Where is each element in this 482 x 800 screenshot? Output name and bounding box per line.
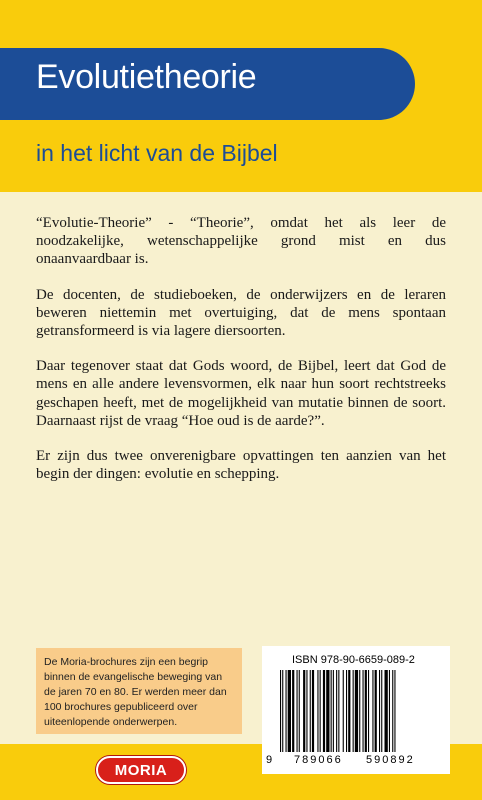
barcode-bar (343, 670, 344, 752)
barcode-bar (336, 670, 337, 752)
book-title: Evolutietheorie (36, 58, 257, 96)
barcode-bars (280, 670, 434, 752)
barcode-bar (355, 670, 358, 752)
series-info-box: De Moria-brochures zijn een begrip binnen de evangelische beweging van de jaren 70 en 80. Er werden meer dan 100 brochures gepubliceerd over uiteenlopende onderwerpen. (36, 648, 242, 734)
blurb-paragraph: “Evolutie-Theorie” - “Theorie”, omdat het als leer de noodzakelijke, wetenschappelijke grond mist en dus onaanvaardbaar is. (36, 215, 446, 268)
publisher-logo: MORIA (96, 756, 186, 784)
barcode-bar (368, 670, 369, 752)
barcode-bar (346, 670, 347, 752)
barcode-bar (394, 670, 395, 752)
barcode-bar (392, 670, 393, 752)
blurb-paragraph: Daar tegenover staat dat Gods woord, de Bijbel, leert dat God de mens en alle andere levensvormen, elk naar hun soort rechtstreeks geschapen heeft, met de mogelijkheid van mutatie binnen de soort. Daarnaast rijst de vraag “Hoe oud is de aarde?”. (36, 358, 446, 429)
barcode-bar (286, 670, 287, 752)
barcode-bar (303, 670, 305, 752)
barcode-bar (310, 670, 311, 752)
barcode-bar (317, 670, 318, 752)
barcode-bar (389, 670, 390, 752)
barcode-bar (320, 670, 321, 752)
barcode-right-digits: 590892 (366, 754, 415, 766)
barcode-box (262, 646, 450, 774)
barcode-bar (323, 670, 325, 752)
isbn-text: ISBN 978-90-6659-089-2 (292, 654, 415, 666)
barcode-bar (333, 670, 334, 752)
barcode-left-digits: 789066 (294, 754, 343, 766)
barcode-bar (385, 670, 388, 752)
barcode-bar (372, 670, 373, 752)
barcode-bar (363, 670, 364, 752)
barcode-bar (282, 670, 283, 752)
barcode-bar (292, 670, 294, 752)
barcode-bar (375, 670, 377, 752)
blurb-text (36, 214, 446, 500)
barcode-bar (381, 670, 382, 752)
book-subtitle: in het licht van de Bijbel (36, 140, 278, 166)
barcode-bar (379, 670, 380, 752)
barcode-bar (280, 670, 281, 752)
barcode-bar (288, 670, 291, 752)
barcode-bar (348, 670, 350, 752)
blurb-paragraph: De docenten, de studieboeken, de onderwijzers en de leraren beweren niettemin met overtuiging, dat de mens spontaan getransformeerd is via lagere diersoorten. (36, 286, 446, 340)
barcode-bar (365, 670, 367, 752)
barcode-bar (299, 670, 300, 752)
barcode-bar (359, 670, 360, 752)
barcode-bar (331, 670, 332, 752)
barcode-bar (338, 670, 339, 752)
barcode-bar (326, 670, 329, 752)
barcode-bar (306, 670, 307, 752)
barcode-bar (312, 670, 314, 752)
barcode-bar (353, 670, 354, 752)
barcode-bar (297, 670, 298, 752)
barcode-lead-digit: 9 (266, 754, 273, 766)
blurb-paragraph: Er zijn dus twee onverenigbare opvattingen ten aanzien van het begin der dingen: evolutie en schepping. (36, 448, 446, 483)
